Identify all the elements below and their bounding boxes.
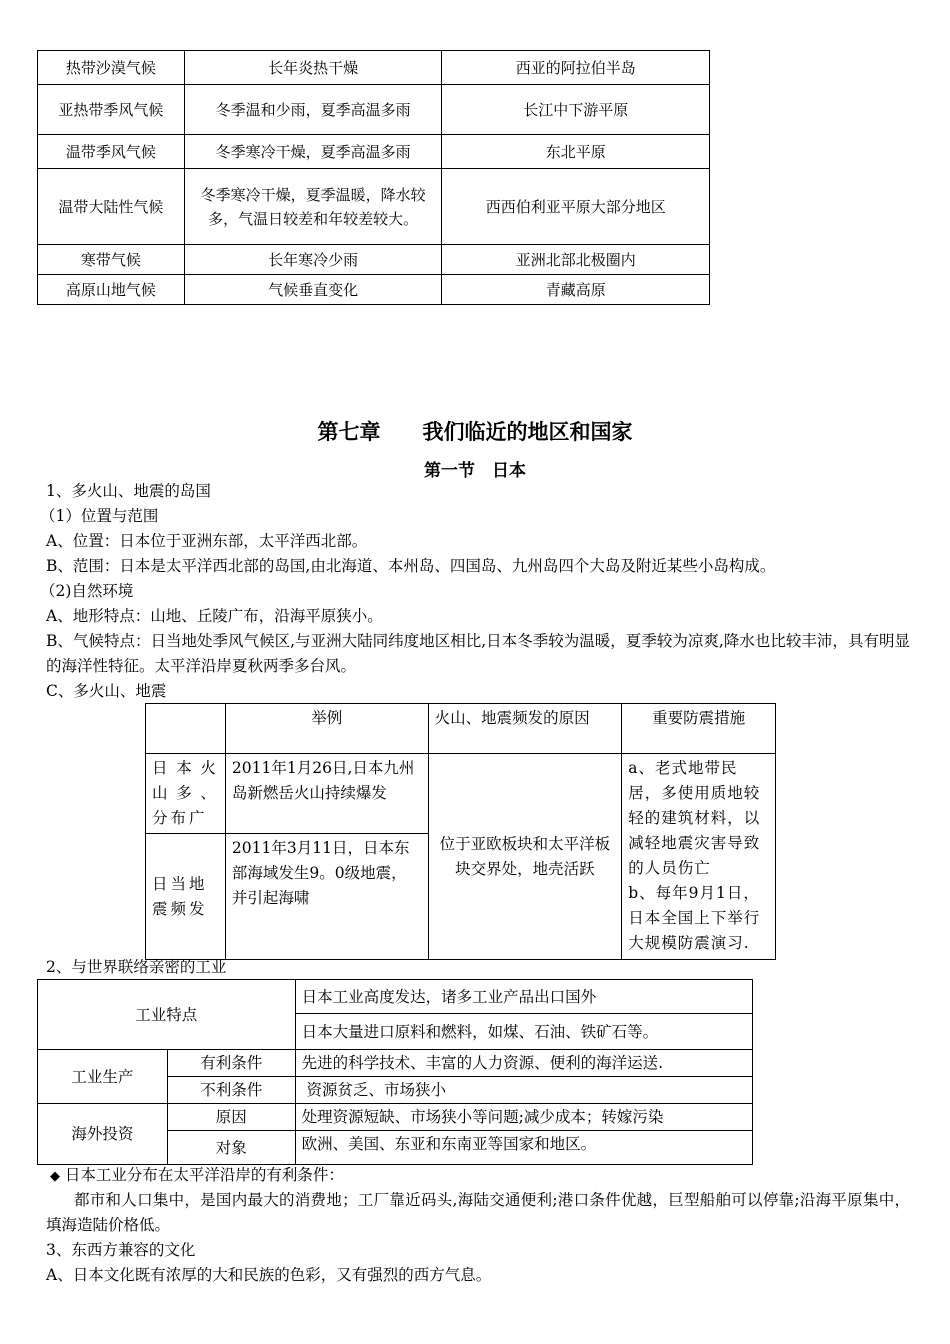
climate-name: 寒带气候 [38,245,185,275]
paragraph-terrain: A、地形特点：山地、丘陵广布，沿海平原狭小。 [46,607,383,625]
climate-feature: 冬季寒冷干燥，夏季温暖，降水较多，气温日较差和年较差较大。 [184,169,442,245]
investment-target-label: 对象 [167,1131,295,1165]
climate-feature: 长年炎热干燥 [184,51,442,85]
climate-name: 热带沙漠气候 [38,51,185,85]
climate-region: 西亚的阿拉伯半岛 [442,51,710,85]
measure-b: b、每年9月1日，日本全国上下举行大规模防震演习. [628,884,761,952]
unfavorable-label: 不利条件 [167,1077,295,1104]
bullet-title: 日本工业分布在太平洋沿岸的有利条件： [60,1166,344,1184]
climate-name: 高原山地气候 [38,275,185,305]
measure-a: a、老式地带民居，多使用质地较轻的建筑材料，以减轻地震灾害导致的人员伤亡 [628,759,761,877]
favorable-conditions: 先进的科学技术、丰富的人力资源、便利的海洋运送. [295,1050,752,1077]
industry-feature-label: 工业特点 [38,980,296,1050]
climate-feature: 长年寒冷少雨 [184,245,442,275]
bullet-line [50,1163,344,1189]
climate-name: 亚热带季风气候 [38,85,185,135]
investment-label: 海外投资 [38,1104,168,1165]
industry-table [37,979,753,1165]
unfavorable-conditions: 资源贫乏、市场狭小 [295,1077,752,1104]
heading-3: 3、东西方兼容的文化 [46,1241,196,1259]
paragraph-culture: A、日本文化既有浓厚的大和民族的色彩，又有强烈的西方气息。 [46,1266,492,1284]
industry-feature-1: 日本工业高度发达，诸多工业产品出口国外 [295,980,752,1014]
volcano-table [145,703,776,960]
climate-region: 长江中下游平原 [442,85,710,135]
chapter-title: 第七章 我们临近的地区和国家 [317,419,633,444]
section-title: 第一节 日本 [424,461,526,481]
subheading-1: （1）位置与范围 [40,507,159,525]
diamond-bullet-icon: ◆ [50,1169,60,1184]
climate-region: 西西伯利亚平原大部分地区 [442,169,710,245]
row-label-earthquake: 日当地震频发 [146,834,226,960]
climate-name: 温带大陆性气候 [38,169,185,245]
reason-cell: 位于亚欧板块和太平洋板块交界处，地壳活跃 [428,754,622,960]
climate-name: 温带季风气候 [38,135,185,169]
example-volcano: 2011年1月26日,日本九州岛新燃岳火山持续爆发 [225,754,428,834]
heading-2: 2、与世界联络亲密的工业 [46,958,227,976]
paragraph-range: B、范围：日本是太平洋西北部的岛国,由北海道、本州岛、四国岛、九州岛四个大岛及附近某些小岛构成。 [46,557,776,575]
climate-region: 亚洲北部北极圈内 [442,245,710,275]
header-example: 举例 [225,704,428,754]
measures-cell [622,754,776,960]
industry-feature-2: 日本大量进口原料和燃料，如煤、石油、铁矿石等。 [295,1014,752,1050]
subheading-2: （2)自然环境 [40,582,134,600]
climate-region: 青藏高原 [442,275,710,305]
header-empty [146,704,226,754]
climate-table [37,50,710,305]
header-reason: 火山、地震频发的原因 [428,704,622,754]
climate-feature: 气候垂直变化 [184,275,442,305]
favorable-label: 有利条件 [167,1050,295,1077]
climate-region: 东北平原 [442,135,710,169]
climate-feature: 冬季寒冷干燥，夏季高温多雨 [184,135,442,169]
example-earthquake: 2011年3月11日，日本东部海域发生9。0级地震，并引起海啸 [225,834,428,960]
climate-feature: 冬季温和少雨，夏季高温多雨 [184,85,442,135]
paragraph-volcano-heading: C、多火山、地震 [46,682,167,700]
investment-reason: 处理资源短缺、市场狭小等问题;减少成本；转嫁污染 [295,1104,752,1131]
heading-1: 1、多火山、地震的岛国 [46,482,211,500]
investment-reason-label: 原因 [167,1104,295,1131]
investment-target: 欧洲、美国、东亚和东南亚等国家和地区。 [295,1131,752,1165]
paragraph-climate: B、气候特点：日当地处季风气候区,与亚洲大陆同纬度地区相比,日本冬季较为温暖，夏季较为凉爽,降水也比较丰沛，具有明显的海洋性特征。太平洋沿岸夏秋两季多台风。 [46,632,910,675]
header-measure: 重要防震措施 [622,704,776,754]
row-label-volcano: 日本火山多、分布广 [146,754,226,834]
production-label: 工业生产 [38,1050,168,1104]
paragraph-position: A、位置：日本位于亚洲东部，太平洋西北部。 [46,532,368,550]
bullet-text: 都市和人口集中，是国内最大的消费地；工厂靠近码头,海陆交通便利;港口条件优越，巨型船舶可以停靠;沿海平原集中，填海造陆价格低。 [46,1191,910,1234]
